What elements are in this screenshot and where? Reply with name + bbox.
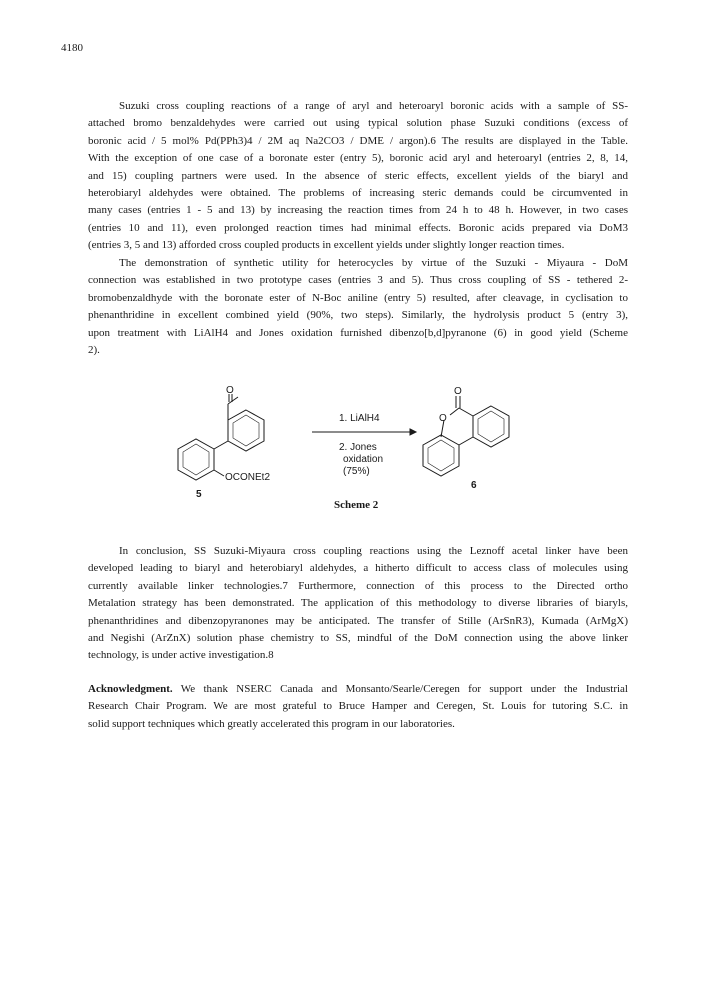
text-line: (entries 3, 5 and 13) afforded cross coupled products in excellent yields under slightly longer reaction times. bbox=[88, 239, 565, 252]
text-line: technology, is under active investigation.8 bbox=[88, 649, 274, 662]
right-lower-benzene-ring bbox=[423, 435, 459, 476]
text-line: Metalation strategy has been demonstrated. The application of this methodology to diverse libraries of biaryls, bbox=[88, 597, 628, 610]
acknowledgment-heading: Acknowledgment. bbox=[88, 683, 173, 695]
text-line: The demonstration of synthetic utility for heterocycles by virtue of the Suzuki - Miyaura - DoM bbox=[119, 257, 628, 269]
compound-5-label: 5 bbox=[196, 489, 202, 500]
text-line: upon treatment with LiAlH4 and Jones oxidation furnished dibenzo[b,d]pyranone (6) in good yield (Scheme bbox=[88, 326, 628, 339]
text-line: bromobenzaldhyde with the boronate ester of N-Boc aniline (entry 5) resulted, after cleavage, in cyclisation to bbox=[88, 291, 628, 304]
reagent-step-2-line-1: 2. Jones bbox=[339, 442, 377, 453]
reagent-step-1: 1. LiAlH4 bbox=[339, 413, 380, 424]
text-line: phenanthridines and dibenzopyranones may be anticipated. The transfer of Stille (ArSnR3), Kumada (ArMgX) bbox=[88, 614, 628, 627]
acknowledgment-section bbox=[88, 681, 628, 733]
text-line: solid support techniques which greatly accelerated this program in our laboratories. bbox=[88, 717, 455, 730]
text-line: many cases (entries 1 - 5 and 13) by increasing the reaction times from 24 h to 48 h. However, in two cases bbox=[88, 204, 628, 217]
text-line: heterobiaryl aldehydes were obtained. The problems of increasing steric demands could be circumvented in bbox=[88, 187, 628, 200]
reaction-arrow bbox=[312, 429, 416, 435]
text-line: Research Chair Program. We are most grateful to Bruce Hamper and Ceregen, St. Louis for tutoring S.C. in bbox=[88, 700, 628, 713]
text-line: and Negishi (ArZnX) solution phase chemistry to SS, mindful of the DoM connection using the above linker bbox=[88, 632, 628, 645]
text-line: phenanthridine in excellent combined yield (90%, two steps). Similarly, the hydrolysis product 5 (entry 3), bbox=[88, 309, 628, 322]
left-lower-benzene-ring bbox=[178, 439, 224, 480]
ring-oxygen-label: O bbox=[439, 413, 447, 424]
aldehyde-oxygen-label: O bbox=[226, 385, 234, 396]
text-line: (entries 10 and 11), even prolonged reaction times had minimal effects. Boronic acids prepared via DoM3 bbox=[88, 221, 628, 234]
text-line: currently available linker technologies.7 Furthermore, connection of this process to the Directed ortho bbox=[88, 579, 628, 592]
text-line: connection was established in two prototype cases (entries 3 and 5). Thus cross coupling of SS - tethered 2- bbox=[88, 274, 628, 287]
text-line: In conclusion, SS Suzuki-Miyaura cross coupling reactions using the Leznoff acetal linker have been bbox=[119, 545, 628, 557]
scheme-caption: Scheme 2 bbox=[334, 499, 379, 511]
compound-6-label: 6 bbox=[471, 480, 477, 491]
right-upper-benzene-ring bbox=[473, 406, 509, 447]
text-line: Suzuki cross coupling reactions of a range of aryl and heteroaryl boronic acids with a sample of SS- bbox=[119, 100, 628, 112]
page-number: 4180 bbox=[61, 42, 83, 54]
acknowledgment-text: We thank NSERC Canada and Monsanto/Searle/Ceregen for support under the Industrial bbox=[180, 683, 628, 695]
reagent-step-2-line-3: (75%) bbox=[343, 466, 370, 477]
carbonyl-oxygen-label: O bbox=[454, 386, 462, 397]
left-upper-benzene-ring bbox=[228, 410, 264, 451]
paragraph-conclusion bbox=[88, 543, 628, 665]
text-line: With the exception of one case of a boronate ester (entry 5), boronic acid aryl and heteroaryl (entries 2, 8, 14, bbox=[88, 152, 628, 165]
substituent-label: OCONEt2 bbox=[225, 472, 271, 483]
text-line: boronic acid / 5 mol% Pd(PPh3)4 / 2M aq Na2CO3 / DME / argon).6 The results are displayed in the Table. bbox=[88, 134, 628, 147]
text-line: developed leading to biaryl and heterobiaryl aldehydes, a hitherto difficult to access class of molecules using bbox=[88, 562, 628, 575]
text-line bbox=[88, 681, 628, 698]
text-line: and 15) coupling partners were used. In the absence of steric effects, excellent yields of the biaryl and bbox=[88, 169, 628, 182]
aldehyde-group bbox=[228, 394, 238, 420]
reagent-step-2-line-2: oxidation bbox=[343, 454, 384, 465]
biaryl-bond bbox=[214, 441, 228, 449]
text-line: 2). bbox=[88, 344, 100, 357]
text-line: attached bromo benzaldehydes were carried out using typical solution phase Suzuki conditions (excess of bbox=[88, 117, 628, 130]
